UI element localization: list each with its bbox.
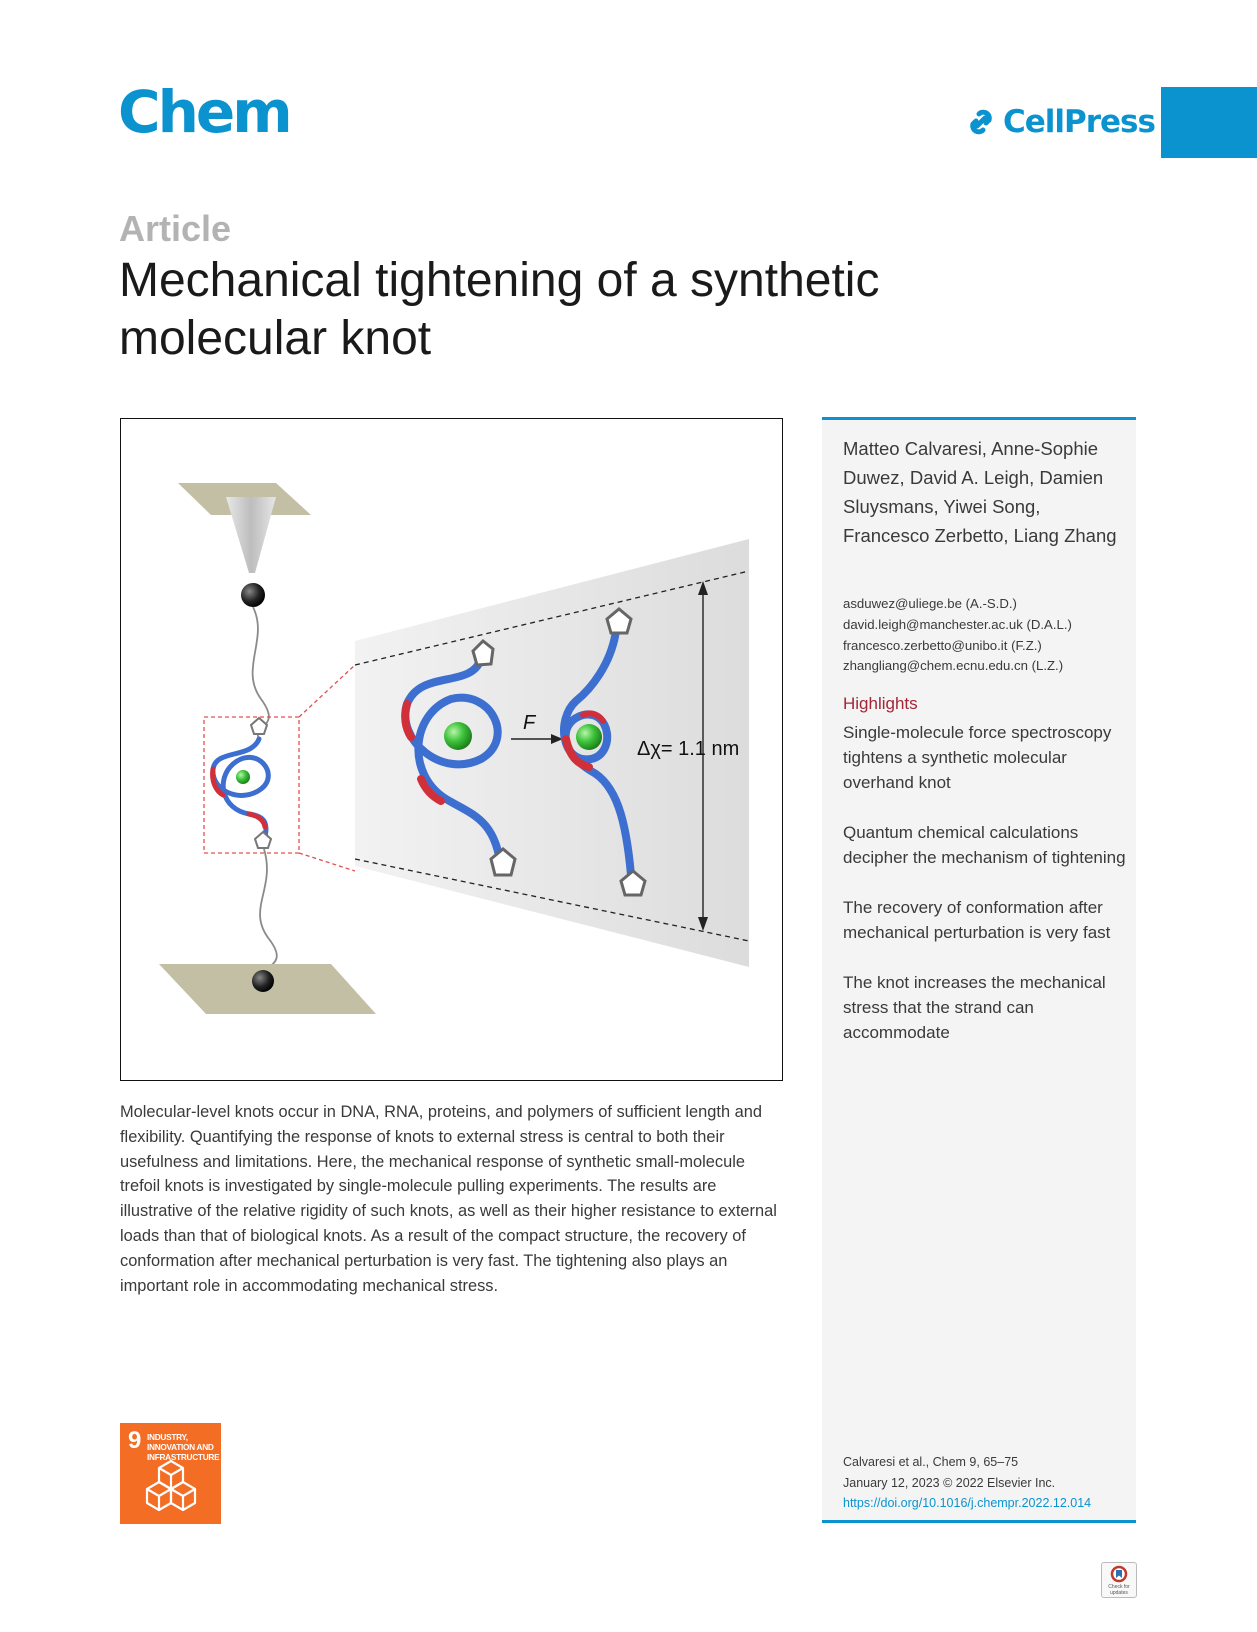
highlight-item: Quantum chemical calculations decipher the mechanism of tightening: [843, 823, 1126, 867]
loose-knot-guest: [444, 722, 472, 750]
small-stopper-top: [251, 718, 267, 734]
tether-bottom: [260, 849, 277, 979]
check-for-updates-button[interactable]: [1101, 1562, 1137, 1598]
force-label: F: [523, 712, 536, 734]
substrate-bead: [252, 970, 274, 992]
article-title: Mechanical tightening of a synthetic molecular knot: [119, 254, 880, 365]
email-link[interactable]: francesco.zerbetto@unibo.it (F.Z.): [843, 637, 1042, 653]
abstract-text: Molecular-level knots occur in DNA, RNA, proteins, and polymers of sufficient length and flexibility. Quantifying the response of knots to external stress is central to both their usefulness and limitations. Here, the mechanical response of synthetic small-molecule trefoil knots is investigated by single-molecule pulling experiments. The results are illustrative of the relative rigidity of such knots, as well as their higher resistance to external loads than that of biological knots. As a result of the compact structure, the recovery of conformation after mechanical perturbation is very fast. The tightening also plays an important role in accommodating mechanical stress.: [120, 1103, 777, 1295]
highlight-item: The recovery of conformation after mechanical perturbation is very fast: [843, 898, 1111, 942]
highlight-item: Single-molecule force spectroscopy tightens a synthetic molecular overhand knot: [843, 723, 1112, 792]
article-type-label: Article: [119, 208, 232, 249]
tight-knot-guest: [576, 724, 602, 750]
small-knot-guest: [236, 770, 250, 784]
check-for-updates-icon: [1110, 1565, 1128, 1583]
highlights-list: [843, 720, 1128, 1070]
doi-link[interactable]: https://doi.org/10.1016/j.chempr.2022.12.014: [843, 1496, 1092, 1510]
citation-text: Calvaresi et al., Chem 9, 65–75: [843, 1455, 1019, 1469]
corner-accent-tab: [1161, 87, 1257, 158]
small-knot: [213, 739, 269, 844]
email-link[interactable]: zhangliang@chem.ecnu.edu.cn (L.Z.): [843, 658, 1064, 674]
contact-emails: [843, 594, 1133, 677]
zoom-line-top: [299, 665, 355, 717]
small-stopper-bottom: [255, 832, 271, 848]
tip-bead: [241, 583, 265, 607]
sdg-label: INDUSTRY, INNOVATION AND INFRASTRUCTURE: [147, 1432, 220, 1462]
highlights-heading: Highlights: [843, 694, 918, 713]
author-list: Matteo Calvaresi, Anne-Sophie Duwez, David A. Leigh, Damien Sluysmans, Yiwei Song, Francesco Zerbetto, Liang Zhang: [843, 438, 1117, 546]
journal-logo: Chem: [118, 78, 290, 146]
publisher-logo[interactable]: [965, 104, 1155, 140]
email-link[interactable]: david.leigh@manchester.ac.uk (D.A.L.): [843, 616, 1072, 632]
stacked-cubes-icon: [145, 1459, 197, 1517]
check-for-updates-label: Check for updates: [1108, 1584, 1130, 1596]
cellpress-link-icon: [965, 106, 997, 138]
highlight-item: The knot increases the mechanical stress that the strand can accommodate: [843, 973, 1106, 1042]
sdg-number: 9: [128, 1427, 142, 1454]
info-sidebar: [822, 417, 1136, 1523]
graphical-abstract: [120, 418, 783, 1081]
publisher-name: CellPress: [1003, 104, 1155, 140]
distance-label: Δχ= 1.1 nm: [637, 738, 740, 760]
email-link[interactable]: asduwez@uliege.be (A.-S.D.): [843, 596, 1017, 611]
graphical-abstract-illustration: [121, 419, 781, 1079]
publication-date: January 12, 2023 © 2022 Elsevier Inc.: [843, 1475, 1056, 1490]
afm-tip-cone: [226, 497, 276, 573]
citation-block: [843, 1452, 1133, 1514]
zoom-line-bottom: [299, 853, 355, 871]
sdg-badge: [120, 1423, 221, 1524]
